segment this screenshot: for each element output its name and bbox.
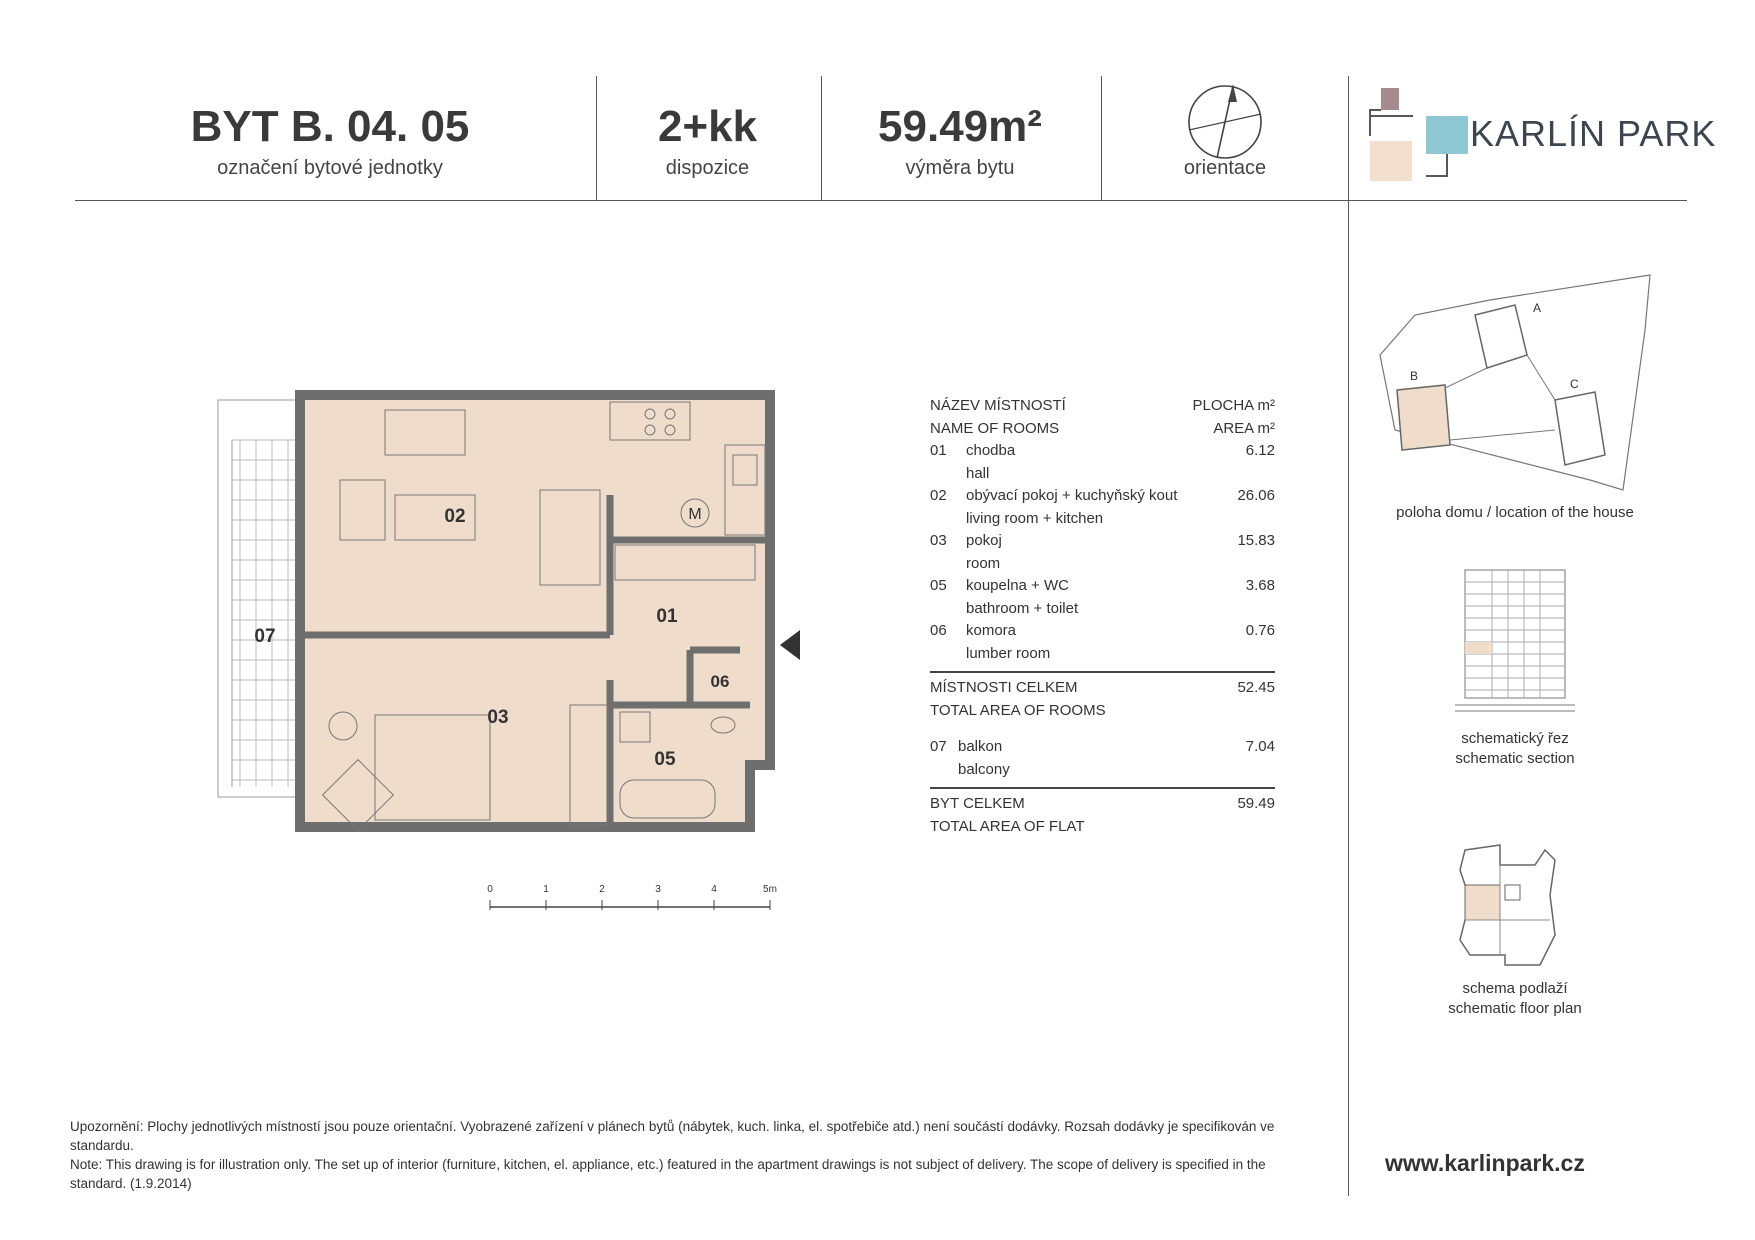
header-divider bbox=[596, 76, 597, 200]
layout-value: 2+kk bbox=[657, 102, 758, 151]
header-rule bbox=[75, 200, 1687, 201]
layout-label: dispozice bbox=[665, 157, 750, 179]
scale-tick: 3 bbox=[655, 884, 661, 895]
table-head-en-area: AREA m² bbox=[1213, 419, 1275, 437]
header-divider bbox=[1348, 76, 1349, 1196]
rooms-total-row-en: TOTAL AREA OF ROOMS bbox=[930, 701, 1106, 719]
unit-id-label: označení bytové jednotky bbox=[217, 157, 443, 179]
scale-tick: 5m bbox=[763, 884, 777, 895]
disclaimer bbox=[70, 1117, 1280, 1193]
scale-bar bbox=[480, 880, 790, 915]
table-row: hall bbox=[966, 464, 990, 482]
room-label: 06 bbox=[710, 672, 730, 691]
room-label: 07 bbox=[254, 626, 276, 647]
floor-plan bbox=[210, 390, 810, 850]
table-divider bbox=[930, 787, 1275, 789]
table-head-en-name: NAME OF ROOMS bbox=[930, 419, 1060, 437]
table-row: lumber room bbox=[966, 644, 1051, 662]
disclaimer-cz: Upozornění: Plochy jednotlivých místností jsou pouze orientační. Vyobrazené zařízení v plánech bytů (nábytek, kuch. linka, el. spotřebiče atd.) není součástí dodávky. Rozsah dodávky je specifikován ve standardu. bbox=[70, 1119, 1275, 1153]
room-label: 05 bbox=[654, 749, 676, 770]
balcony-row-en: balcony bbox=[958, 760, 1010, 778]
rooms-total-row: MÍSTNOSTI CELKEM 52.45 bbox=[930, 679, 1275, 696]
table-row: room bbox=[966, 554, 1001, 572]
section-caption-en: schematic section bbox=[1455, 750, 1575, 767]
site-label: B bbox=[1410, 369, 1419, 383]
scale-tick: 1 bbox=[543, 884, 549, 895]
header-divider bbox=[1101, 76, 1102, 200]
scale-tick: 2 bbox=[599, 884, 605, 895]
room-table bbox=[930, 395, 1275, 838]
schematic-floor-plan bbox=[1450, 840, 1570, 970]
table-divider bbox=[930, 671, 1275, 673]
floor-caption-cz: schema podlaží bbox=[1462, 980, 1568, 997]
unit-id: BYT B. 04. 05 bbox=[190, 102, 470, 151]
header-divider bbox=[821, 76, 822, 200]
meter-label: M bbox=[688, 506, 702, 523]
disclaimer-en: Note: This drawing is for illustration only. The set up of interior (furniture, kitchen, el. appliance, etc.) featured in the apartment drawings is not subject of delivery. The scope of delivery is specified in the standard. (1.9.2014) bbox=[70, 1157, 1266, 1191]
location-caption: poloha domu / location of the house bbox=[1396, 504, 1634, 521]
brand-name: KARLÍN PARK bbox=[1470, 113, 1717, 154]
website-link[interactable]: www.karlinpark.cz bbox=[1385, 1150, 1585, 1176]
area-label: výměra bytu bbox=[905, 157, 1015, 179]
table-row: 05 koupelna + WC 3.68 bbox=[930, 577, 1275, 594]
scale-tick: 4 bbox=[711, 884, 717, 895]
room-label: 03 bbox=[487, 707, 509, 728]
area-value: 59.49m² bbox=[878, 102, 1042, 151]
table-head-cz-area: PLOCHA m² bbox=[1192, 397, 1275, 414]
scale-tick: 0 bbox=[487, 884, 493, 895]
room-label: 02 bbox=[444, 506, 466, 527]
section-caption-cz: schematický řez bbox=[1461, 730, 1569, 747]
table-row: 02 obývací pokoj + kuchyňský kout 26.06 bbox=[930, 487, 1275, 504]
table-head-cz-name: NÁZEV MÍSTNOSTÍ bbox=[930, 397, 1066, 414]
compass-icon bbox=[1185, 80, 1265, 160]
flat-total-row: BYT CELKEM 59.49 bbox=[930, 795, 1275, 812]
room-label: 01 bbox=[656, 606, 678, 627]
site-label: C bbox=[1570, 377, 1579, 391]
flat-total-row-en: TOTAL AREA OF FLAT bbox=[930, 817, 1085, 835]
table-row: 03 pokoj 15.83 bbox=[930, 532, 1275, 549]
table-row: living room + kitchen bbox=[966, 509, 1104, 527]
floor-caption-en: schematic floor plan bbox=[1448, 1000, 1582, 1017]
schematic-section bbox=[1450, 565, 1580, 715]
balcony-row: 07 balkon 7.04 bbox=[930, 738, 1275, 755]
table-row: bathroom + toilet bbox=[966, 599, 1079, 617]
orientation-label: orientace bbox=[1183, 157, 1267, 179]
table-row: 06 komora 0.76 bbox=[930, 622, 1275, 639]
site-label: A bbox=[1533, 301, 1542, 315]
table-row: 01 chodba 6.12 bbox=[930, 442, 1275, 459]
site-location-map bbox=[1375, 270, 1665, 495]
karlin-park-logo-icon bbox=[1368, 86, 1473, 186]
